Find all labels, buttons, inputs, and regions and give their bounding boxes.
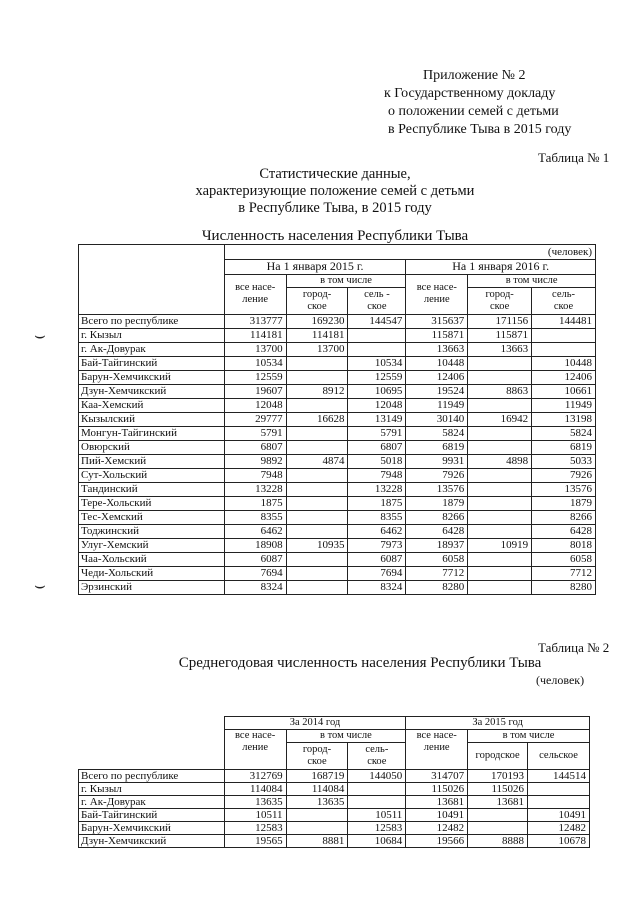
table2-title: Среднегодовая численность населения Республики Тыва <box>178 655 542 671</box>
table1-cell-urban-1: 8912 <box>286 384 348 398</box>
table2-cell-urban-1: 13635 <box>286 796 348 809</box>
table1-cell-rural-1: 12048 <box>348 398 406 412</box>
table1-cell-urban-2 <box>468 566 532 580</box>
table1-cell-urban-1 <box>286 566 348 580</box>
table2-cell-region: г. Ак-Довурак <box>79 796 225 809</box>
table2-cell-all-2: 115026 <box>406 783 468 796</box>
table1-cell-region: Чаа-Хольский <box>79 552 225 566</box>
table1-incl-1: в том числе <box>286 274 406 287</box>
table2-cell-urban-1 <box>286 822 348 835</box>
table2-cell-rural-2 <box>528 796 590 809</box>
table1-cell-rural-1: 6462 <box>348 524 406 538</box>
table1-corner-cell <box>79 245 225 315</box>
table-row <box>79 796 590 809</box>
table1-cell-rural-1: 144547 <box>348 314 406 328</box>
table-row <box>79 454 596 468</box>
table2-cell-all-1: 19565 <box>224 835 286 848</box>
table1-cell-region: Овюрский <box>79 440 225 454</box>
table-row <box>79 770 590 783</box>
table2-cell-region: Бай-Тайгинский <box>79 809 225 822</box>
table1-cell-rural-1: 5018 <box>348 454 406 468</box>
table1-cell-urban-1: 13700 <box>286 342 348 356</box>
table1-cell-urban-2: 13663 <box>468 342 532 356</box>
table1-cell-region: Барун-Хемчикский <box>79 370 225 384</box>
table1-cell-region: Тандинский <box>79 482 225 496</box>
table-row <box>79 398 596 412</box>
table-row <box>79 370 596 384</box>
table2-cell-all-2: 314707 <box>406 770 468 783</box>
table1-cell-rural-1: 8324 <box>348 580 406 594</box>
table1-cell-rural-2 <box>532 342 596 356</box>
table1-cell-urban-1: 10935 <box>286 538 348 552</box>
table1-cell-rural-2: 6819 <box>532 440 596 454</box>
population-table-2 <box>78 716 590 848</box>
table1-cell-rural-1: 6807 <box>348 440 406 454</box>
table1-cell-rural-2: 12406 <box>532 370 596 384</box>
table-row <box>79 566 596 580</box>
table1-cell-all-1: 10534 <box>224 356 286 370</box>
table1-cell-urban-2: 16942 <box>468 412 532 426</box>
table1-cell-urban-1 <box>286 580 348 594</box>
table2-cell-region: Всего по республике <box>79 770 225 783</box>
table1-cell-urban-2 <box>468 482 532 496</box>
table1-cell-all-1: 9892 <box>224 454 286 468</box>
table2-cell-urban-2 <box>468 809 528 822</box>
table1-cell-urban-1: 114181 <box>286 328 348 342</box>
table-row <box>79 809 590 822</box>
table1-cell-urban-2: 115871 <box>468 328 532 342</box>
table1-cell-urban-2 <box>468 580 532 594</box>
table1-cell-all-1: 29777 <box>224 412 286 426</box>
table-row <box>79 426 596 440</box>
table2-cell-urban-2: 13681 <box>468 796 528 809</box>
table-row <box>79 412 596 426</box>
table2-col-urban-1: город- ское <box>286 743 348 770</box>
table1-cell-rural-2: 8280 <box>532 580 596 594</box>
table1-cell-urban-2 <box>468 524 532 538</box>
margin-mark: ⌣ <box>34 325 46 345</box>
table1-cell-all-1: 12048 <box>224 398 286 412</box>
table2-col-rural-1: сель- ское <box>348 743 406 770</box>
table-row <box>79 482 596 496</box>
table2-cell-all-1: 312769 <box>224 770 286 783</box>
population-table-1 <box>78 244 596 595</box>
table2-cell-all-1: 12583 <box>224 822 286 835</box>
table1-cell-urban-1: 16628 <box>286 412 348 426</box>
table1-cell-urban-1: 169230 <box>286 314 348 328</box>
table2-number: Таблица № 2 <box>538 640 610 655</box>
table1-cell-rural-2: 13576 <box>532 482 596 496</box>
table1-cell-urban-1 <box>286 510 348 524</box>
table2-col-urban-2: городское <box>468 743 528 770</box>
table1-cell-all-2: 12406 <box>406 370 468 384</box>
table2-cell-urban-1: 8881 <box>286 835 348 848</box>
table1-cell-all-2: 6058 <box>406 552 468 566</box>
table1-cell-region: Кызылский <box>79 412 225 426</box>
table2-cell-region: Барун-Хемчикский <box>79 822 225 835</box>
table1-cell-all-2: 315637 <box>406 314 468 328</box>
appendix-line4: в Республике Тыва в 2015 году <box>388 122 572 137</box>
table-row <box>79 328 596 342</box>
table-row <box>79 356 596 370</box>
table-row <box>79 580 596 594</box>
table1-cell-all-2: 8280 <box>406 580 468 594</box>
table1-cell-urban-1 <box>286 524 348 538</box>
table1-cell-region: Дзун-Хемчикский <box>79 384 225 398</box>
table2-cell-urban-2: 170193 <box>468 770 528 783</box>
table1-cell-urban-2: 8863 <box>468 384 532 398</box>
table1-cell-rural-1 <box>348 328 406 342</box>
table1-cell-region: г. Ак-Довурак <box>79 342 225 356</box>
table1-cell-urban-1 <box>286 370 348 384</box>
table1-col-urban-1: город- ское <box>286 287 348 314</box>
table1-cell-all-1: 6087 <box>224 552 286 566</box>
table1-cell-region: Бай-Тайгинский <box>79 356 225 370</box>
table1-cell-urban-1 <box>286 356 348 370</box>
table1-col-rural-2: сель- ское <box>532 287 596 314</box>
table1-cell-all-1: 6807 <box>224 440 286 454</box>
table1-cell-all-2: 19524 <box>406 384 468 398</box>
table1-cell-region: Каа-Хемский <box>79 398 225 412</box>
table1-cell-rural-2: 144481 <box>532 314 596 328</box>
table1-cell-all-2: 6819 <box>406 440 468 454</box>
table2-cell-rural-1 <box>348 796 406 809</box>
table1-cell-rural-2: 8266 <box>532 510 596 524</box>
table1-cell-rural-2: 11949 <box>532 398 596 412</box>
table1-cell-all-1: 1875 <box>224 496 286 510</box>
table1-cell-rural-1: 5791 <box>348 426 406 440</box>
table2-cell-region: г. Кызыл <box>79 783 225 796</box>
table1-cell-urban-2 <box>468 356 532 370</box>
table-row <box>79 510 596 524</box>
table1-cell-region: Тоджинский <box>79 524 225 538</box>
table1-cell-rural-1: 13149 <box>348 412 406 426</box>
table1-cell-rural-2: 5033 <box>532 454 596 468</box>
table1-cell-all-1: 313777 <box>224 314 286 328</box>
table1-cell-urban-2 <box>468 496 532 510</box>
table1-cell-all-2: 13663 <box>406 342 468 356</box>
table2-cell-all-2: 10491 <box>406 809 468 822</box>
table2-unit: (человек) <box>536 673 585 687</box>
table-row <box>79 835 590 848</box>
table1-cell-rural-2: 5824 <box>532 426 596 440</box>
table1-cell-urban-2 <box>468 398 532 412</box>
table1-cell-rural-2: 6058 <box>532 552 596 566</box>
table1-cell-rural-2: 10448 <box>532 356 596 370</box>
table2-period-2015: За 2015 год <box>406 717 590 730</box>
table1-cell-all-2: 7712 <box>406 566 468 580</box>
table1-cell-region: Тес-Хемский <box>79 510 225 524</box>
table1-cell-all-2: 1879 <box>406 496 468 510</box>
table2-cell-rural-2: 12482 <box>528 822 590 835</box>
table1-cell-urban-2: 10919 <box>468 538 532 552</box>
table1-unit: (человек) <box>224 245 595 260</box>
table1-cell-all-1: 114181 <box>224 328 286 342</box>
table1-cell-region: г. Кызыл <box>79 328 225 342</box>
table1-cell-rural-2 <box>532 328 596 342</box>
table1-cell-urban-1 <box>286 398 348 412</box>
table1-cell-rural-2: 8018 <box>532 538 596 552</box>
table2-incl-1: в том числе <box>286 730 406 743</box>
table1-title-line3: в Республике Тыва, в 2015 году <box>238 200 432 216</box>
table1-period-2016: На 1 января 2016 г. <box>406 260 596 275</box>
table1-cell-all-1: 6462 <box>224 524 286 538</box>
table2-cell-rural-2: 144514 <box>528 770 590 783</box>
table-row <box>79 440 596 454</box>
table2-cell-rural-2: 10491 <box>528 809 590 822</box>
table1-cell-urban-1: 4874 <box>286 454 348 468</box>
table1-cell-region: Эрзинский <box>79 580 225 594</box>
table1-cell-rural-1: 6087 <box>348 552 406 566</box>
table1-cell-all-2: 5824 <box>406 426 468 440</box>
table1-cell-rural-2: 13198 <box>532 412 596 426</box>
table1-cell-region: Чеди-Хольский <box>79 566 225 580</box>
table1-cell-rural-2: 10661 <box>532 384 596 398</box>
table1-cell-all-1: 7948 <box>224 468 286 482</box>
table2-period-2014: За 2014 год <box>224 717 406 730</box>
table2-cell-all-2: 13681 <box>406 796 468 809</box>
table1-unit-row <box>79 245 596 260</box>
table2-cell-urban-1: 114084 <box>286 783 348 796</box>
table1-cell-all-2: 7926 <box>406 468 468 482</box>
table1-col-all-1: все насе- ление <box>224 274 286 314</box>
table1-cell-urban-1 <box>286 482 348 496</box>
table1-cell-region: Улуг-Хемский <box>79 538 225 552</box>
table1-cell-rural-1: 10534 <box>348 356 406 370</box>
table1-cell-urban-1 <box>286 496 348 510</box>
table2-cell-urban-1 <box>286 809 348 822</box>
table1-cell-region: Всего по республике <box>79 314 225 328</box>
table1-cell-all-2: 8266 <box>406 510 468 524</box>
table1-cell-urban-1 <box>286 440 348 454</box>
table1-cell-rural-2: 7712 <box>532 566 596 580</box>
table-row <box>79 538 596 552</box>
table1-cell-rural-1 <box>348 342 406 356</box>
table2-cell-all-1: 13635 <box>224 796 286 809</box>
table2-col-all-2: все насе- ление <box>406 730 468 770</box>
table1-cell-rural-2: 1879 <box>532 496 596 510</box>
table2-cell-urban-2: 115026 <box>468 783 528 796</box>
table1-cell-rural-1: 7694 <box>348 566 406 580</box>
table1-cell-all-2: 9931 <box>406 454 468 468</box>
table1-cell-rural-1: 1875 <box>348 496 406 510</box>
table1-cell-all-1: 8355 <box>224 510 286 524</box>
table1-cell-all-2: 10448 <box>406 356 468 370</box>
table1-subtitle: Численность населения Республики Тыва <box>201 228 469 244</box>
table-row <box>79 822 590 835</box>
table-row <box>79 496 596 510</box>
table1-cell-all-2: 11949 <box>406 398 468 412</box>
table2-cell-urban-1: 168719 <box>286 770 348 783</box>
table2-cell-all-2: 19566 <box>406 835 468 848</box>
table1-cell-region: Пий-Хемский <box>79 454 225 468</box>
table-row <box>79 384 596 398</box>
table1-title-line1: Статистические данные, <box>259 166 411 182</box>
table1-number: Таблица № 1 <box>538 150 610 165</box>
table-row <box>79 468 596 482</box>
table1-cell-urban-1 <box>286 468 348 482</box>
table1-cell-urban-2 <box>468 426 532 440</box>
table-row <box>79 552 596 566</box>
table2-cell-rural-1: 10511 <box>348 809 406 822</box>
table1-cell-all-1: 8324 <box>224 580 286 594</box>
table1-cell-all-1: 13228 <box>224 482 286 496</box>
appendix-line2: к Государственному докладу <box>384 86 556 101</box>
table1-cell-urban-2 <box>468 440 532 454</box>
appendix-line1: Приложение № 2 <box>423 68 526 83</box>
table1-incl-2: в том числе <box>468 274 596 287</box>
table1-col-rural-1: сель - ское <box>348 287 406 314</box>
table2-cell-rural-1: 10684 <box>348 835 406 848</box>
table1-cell-all-1: 7694 <box>224 566 286 580</box>
table1-cell-urban-2 <box>468 510 532 524</box>
table1-cell-all-2: 18937 <box>406 538 468 552</box>
table1-cell-rural-1: 10695 <box>348 384 406 398</box>
table2-period-row <box>79 717 590 730</box>
table1-cell-urban-1 <box>286 426 348 440</box>
table1-cell-region: Тере-Хольский <box>79 496 225 510</box>
table1-cell-all-1: 18908 <box>224 538 286 552</box>
table2-cell-urban-2: 8888 <box>468 835 528 848</box>
margin-mark: ⌣ <box>34 575 46 595</box>
table1-title-line2: характеризующие положение семей с детьми <box>195 183 475 199</box>
table1-cell-all-2: 13576 <box>406 482 468 496</box>
table1-cell-rural-1: 13228 <box>348 482 406 496</box>
table1-cell-all-1: 13700 <box>224 342 286 356</box>
table1-cell-urban-2 <box>468 370 532 384</box>
table1-cell-urban-2: 171156 <box>468 314 532 328</box>
table1-cell-all-2: 115871 <box>406 328 468 342</box>
table1-cell-rural-1: 7948 <box>348 468 406 482</box>
table2-corner-cell <box>79 717 225 770</box>
table1-cell-rural-1: 12559 <box>348 370 406 384</box>
table1-period-2015: На 1 января 2015 г. <box>224 260 406 275</box>
table2-cell-all-1: 10511 <box>224 809 286 822</box>
table1-col-urban-2: город- ское <box>468 287 532 314</box>
table1-cell-urban-2 <box>468 552 532 566</box>
table1-cell-all-2: 30140 <box>406 412 468 426</box>
table1-cell-region: Сут-Хольский <box>79 468 225 482</box>
table-row <box>79 524 596 538</box>
table1-cell-rural-1: 7973 <box>348 538 406 552</box>
table-row <box>79 314 596 328</box>
table2-incl-2: в том числе <box>468 730 590 743</box>
table-row <box>79 342 596 356</box>
table2-col-all-1: все насе- ление <box>224 730 286 770</box>
table2-cell-rural-2: 10678 <box>528 835 590 848</box>
table2-cell-region: Дзун-Хемчикский <box>79 835 225 848</box>
table1-cell-urban-1 <box>286 552 348 566</box>
table1-cell-rural-2: 7926 <box>532 468 596 482</box>
table1-cell-all-1: 12559 <box>224 370 286 384</box>
table1-cell-urban-2 <box>468 468 532 482</box>
table2-cell-rural-1: 144050 <box>348 770 406 783</box>
table2-cell-rural-1: 12583 <box>348 822 406 835</box>
table2-cell-urban-2 <box>468 822 528 835</box>
table1-cell-urban-2: 4898 <box>468 454 532 468</box>
table2-cell-rural-2 <box>528 783 590 796</box>
table1-col-all-2: все насе- ление <box>406 274 468 314</box>
table2-cell-all-2: 12482 <box>406 822 468 835</box>
table1-cell-region: Монгун-Тайгинский <box>79 426 225 440</box>
table1-cell-all-2: 6428 <box>406 524 468 538</box>
table2-cell-rural-1 <box>348 783 406 796</box>
appendix-line3: о положении семей с детьми <box>388 104 559 119</box>
table2-col-rural-2: сельское <box>528 743 590 770</box>
table2-cell-all-1: 114084 <box>224 783 286 796</box>
table-row <box>79 783 590 796</box>
table1-cell-all-1: 5791 <box>224 426 286 440</box>
table1-cell-rural-1: 8355 <box>348 510 406 524</box>
table1-cell-all-1: 19607 <box>224 384 286 398</box>
table1-cell-rural-2: 6428 <box>532 524 596 538</box>
